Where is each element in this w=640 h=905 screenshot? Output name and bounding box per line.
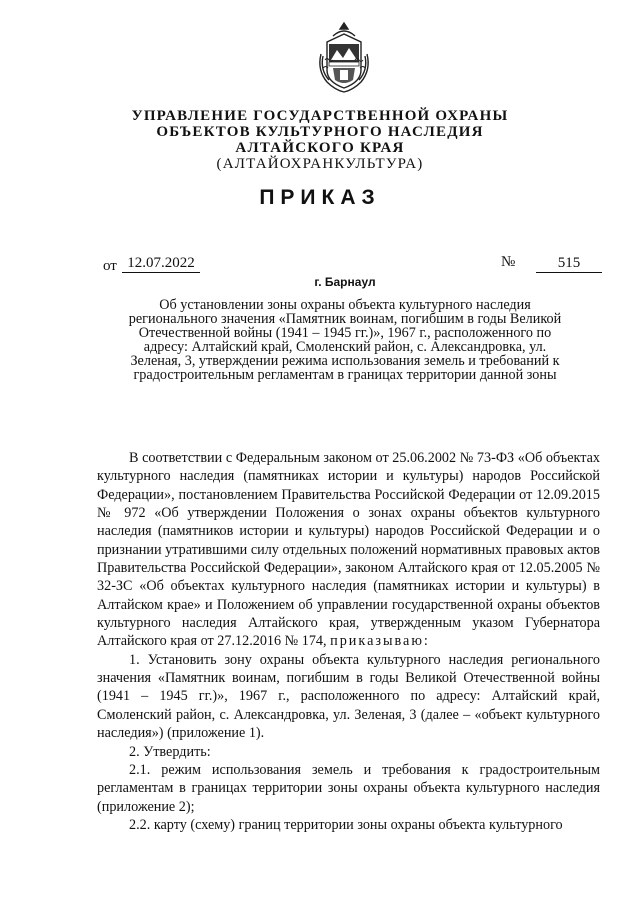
- preamble-paragraph: [97, 449, 600, 651]
- document-subject: Об установлении зоны охраны объекта культурного наследия регионального значения «Памятник воинам, погибшим в годы Великой Отечественной войны (1941 – 1945 гг.)», 1967 г., расположенного по адресу: Алтайский край, Смоленский район, с. Александровка, ул. Зеленая, 3, утверждении режима использования земель и требований к градостроительным регламентам в границах территории данной зоны: [128, 297, 562, 383]
- organization-name-line-1: УПРАВЛЕНИЕ ГОСУДАРСТВЕННОЙ ОХРАНЫ: [131, 108, 509, 124]
- document-date: 12.07.2022: [122, 254, 200, 273]
- document-title: ПРИКАЗ: [259, 186, 381, 209]
- preamble-text: В соответствии с Федеральным законом от 25.06.2002 № 73-ФЗ «Об объектах культурного наследия (памятниках истории и культуры) народов Российской Федерации», постановлением Правительства Российской Федерации от 12.09.2015 № 972 «Об утверждении Положения о зонах охраны объектов культурного наследия (памятников истории и культуры) народов Российской Федерации и о признании утратившими силу отдельных положений нормативных правовых актов Правительства Российской Федерации», законом Алтайского края от 12.05.2005 № 32-ЗС «Об объектах культурного наследия (памятниках истории и культуры) в Алтайском крае» и Положением об управлении государственной охраны объектов культурного наследия Алтайского края, утвержденным указом Губернатора Алтайского края от 27.12.2016 № 174,: [97, 450, 600, 650]
- altai-krai-coat-of-arms-icon: [313, 20, 375, 96]
- organization-name-line-3: АЛТАЙСКОГО КРАЯ: [235, 140, 405, 156]
- item-2-2: 2.2. карту (схему) границ территории зоны охраны объекта культурного: [129, 816, 563, 833]
- item-2-1: 2.1. режим использования земель и требования к градостроительным регламентам в границах территории зоны охраны объекта культурного наследия (приложение 2);: [97, 761, 600, 815]
- date-prefix: от: [103, 258, 117, 274]
- organization-short-name: (АЛТАЙОХРАНКУЛЬТУРА): [216, 156, 424, 172]
- item-1: 1. Установить зону охраны объекта культурного наследия регионального значения «Памятник воинам, погибшим в годы Великой Отечественной войны (1941 – 1945 гг.)», 1967 г., расположенного по адресу: Алтайский край, Смоленский район, с. Александровка, ул. Зеленая, 3 (далее – «объект культурного наследия») (приложение 1).: [97, 651, 600, 742]
- item-2: 2. Утвердить:: [129, 743, 211, 760]
- organization-name-line-2: ОБЪЕКТОВ КУЛЬТУРНОГО НАСЛЕДИЯ: [156, 124, 484, 140]
- document-number: 515: [536, 254, 602, 273]
- city: г. Барнаул: [314, 275, 376, 289]
- document-body: [97, 449, 600, 834]
- number-prefix: №: [501, 254, 516, 270]
- order-word: приказываю:: [330, 633, 430, 650]
